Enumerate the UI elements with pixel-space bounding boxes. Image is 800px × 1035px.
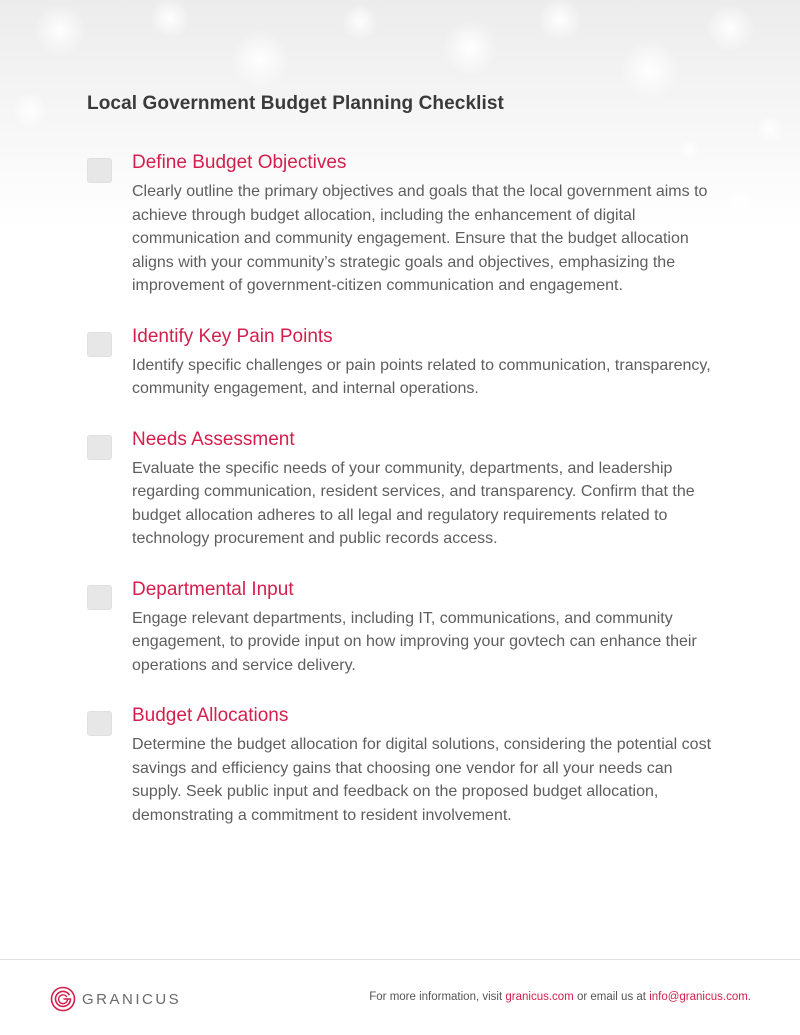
item-description: Clearly outline the primary objectives and goals that the local government aims to achieve through budget allocation, including the enhancement of digital communication and community engagement. Ensure that the budget allocation aligns with your community’s strategic goals and objectives, emphasizing the improvement of government-citizen communication and engagement.	[132, 183, 708, 294]
contact-prefix: For more information, visit	[369, 991, 506, 1003]
item-title: Define Budget Objectives	[132, 152, 347, 173]
item-description: Engage relevant departments, including IT, communications, and community engagement, to provide input on how improving your govtech can enhance their operations and service delivery.	[132, 609, 697, 674]
contact-middle: or email us at	[573, 991, 650, 1003]
item-description: Determine the budget allocation for digital solutions, considering the potential cost savings and efficiency gains that choosing one vendor for all your needs can supply. Seek public input and feedback on the proposed budget allocation, demonstrating a commitment to resident involvement.	[132, 736, 712, 824]
item-title: Budget Allocations	[132, 705, 289, 726]
checklist-item-identify-key-pain-points	[87, 324, 727, 401]
contact-info	[369, 991, 751, 1003]
checkbox[interactable]	[87, 158, 112, 183]
checklist-item-needs-assessment	[87, 427, 727, 551]
brand-name: GRANICUS	[82, 990, 182, 1008]
checkbox[interactable]	[87, 711, 112, 736]
brand-logo[interactable]	[50, 986, 181, 1012]
item-description: Identify specific challenges or pain points related to communication, transparency, community engagement, and internal operations.	[132, 356, 711, 397]
item-description: Evaluate the specific needs of your community, departments, and leadership regarding communication, resident services, and transparency. Confirm that the budget allocation adheres to all legal and regulatory requirements related to technology procurement and public records access.	[132, 459, 695, 547]
footer	[0, 959, 800, 1035]
checkbox[interactable]	[87, 435, 112, 460]
checklist-item-departmental-input	[87, 577, 727, 678]
page-title: Local Government Budget Planning Checklist	[87, 93, 504, 114]
granicus-logo-icon	[50, 986, 76, 1012]
checklist-item-budget-allocations	[87, 703, 727, 827]
checkbox[interactable]	[87, 585, 112, 610]
item-title: Identify Key Pain Points	[132, 325, 333, 347]
checklist-item-define-budget-objectives	[87, 150, 727, 298]
contact-suffix: .	[747, 991, 751, 1003]
checkbox[interactable]	[87, 332, 112, 357]
item-title: Needs Assessment	[132, 428, 295, 450]
email-link[interactable]: info@granicus.com	[649, 991, 748, 1003]
website-link[interactable]: granicus.com	[505, 991, 574, 1003]
item-title: Departmental Input	[132, 578, 294, 600]
checklist	[87, 150, 727, 827]
